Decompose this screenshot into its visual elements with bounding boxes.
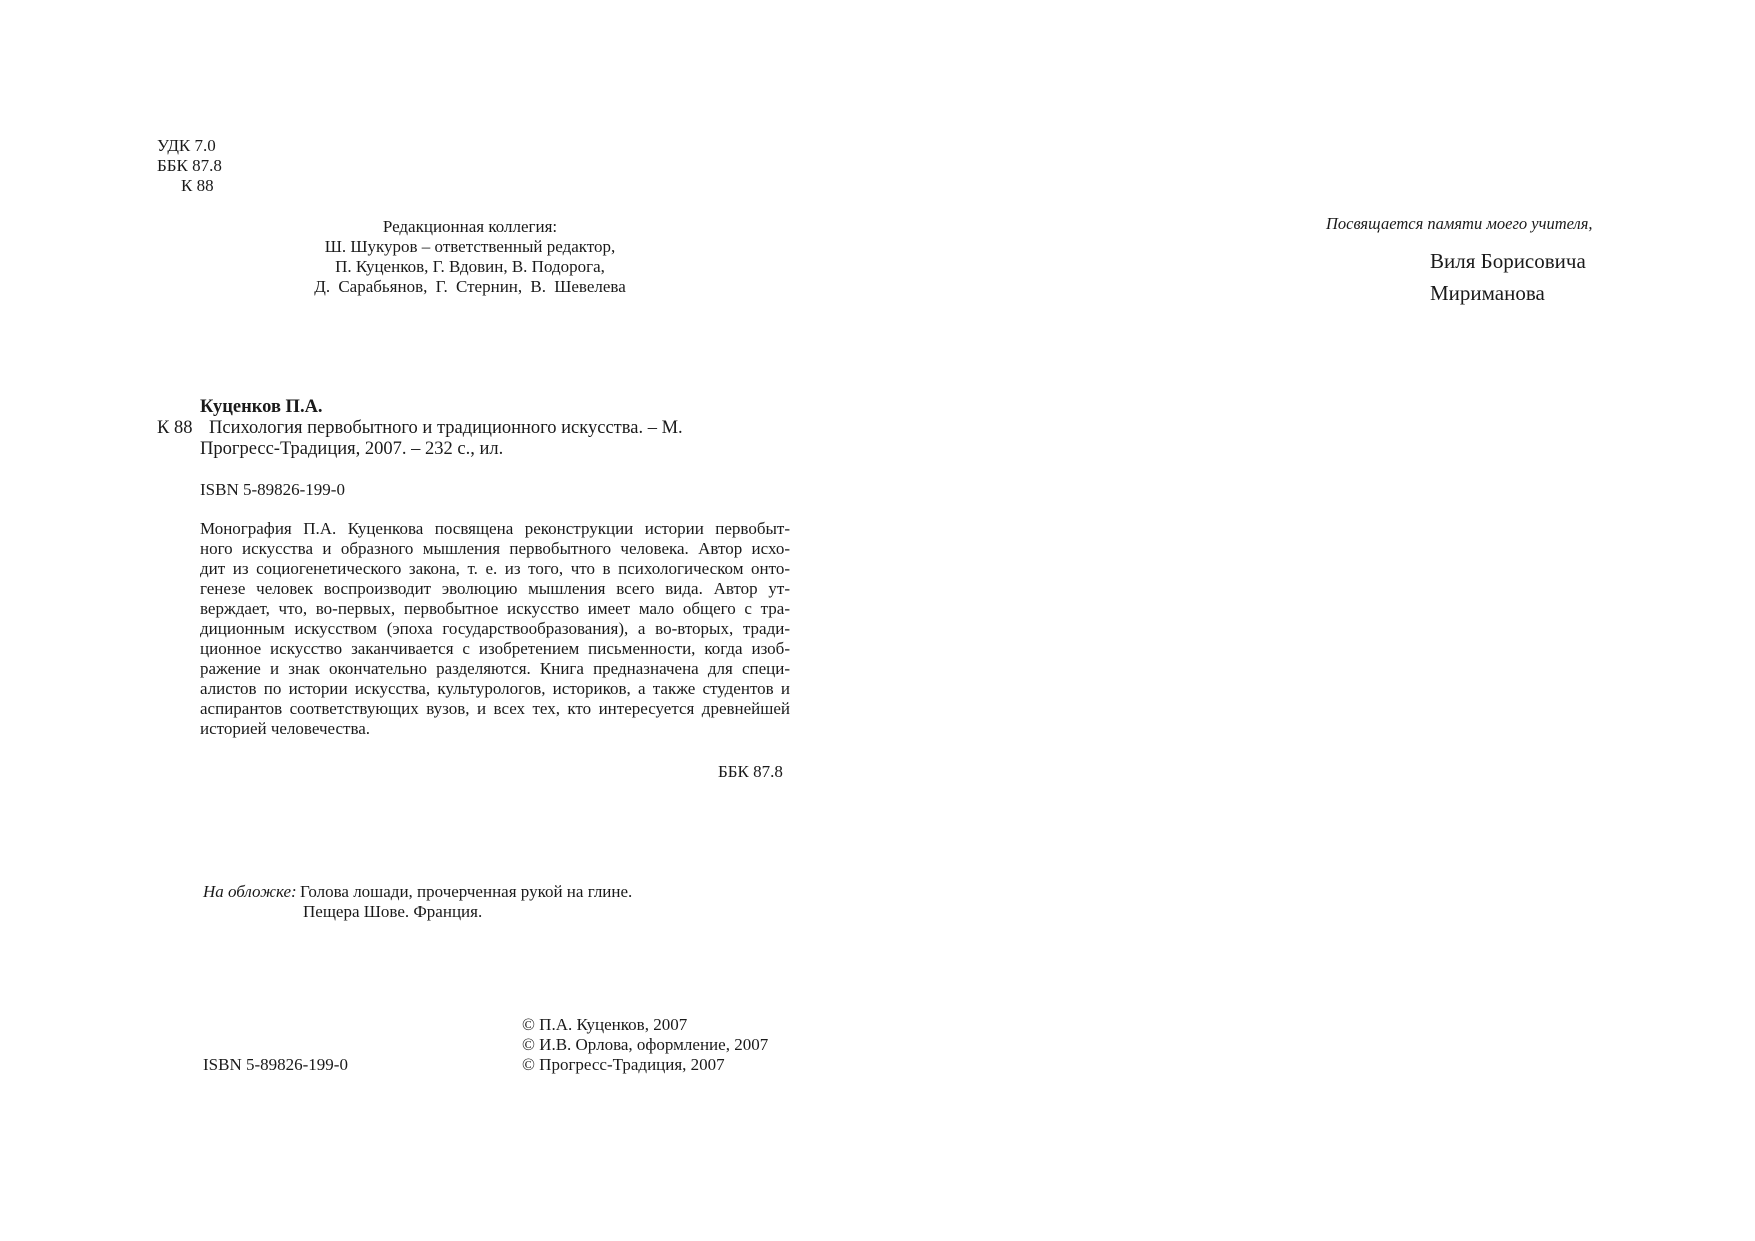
cover-caption-line: Голова лошади, прочерченная рукой на глине. <box>300 882 633 901</box>
copyright-line: © П.А. Куценков, 2007 <box>522 1015 688 1034</box>
copyright-block <box>522 1015 768 1075</box>
copyright-line: © И.В. Орлова, оформление, 2007 <box>522 1035 769 1054</box>
abstract-line: историей человечества. <box>200 719 371 738</box>
dedication-name <box>1430 245 1586 309</box>
abstract-line: генезе человек воспроизводит эволюцию мышления всего вида. Автор ут- <box>200 579 790 598</box>
cover-label: На обложке: <box>203 882 297 901</box>
bbk-code: ББК 87.8 <box>157 156 222 175</box>
cover-caption-line: Пещера Шове. Франция. <box>303 902 483 921</box>
book-title-line: Психология первобытного и традиционного искусства. – М. <box>209 418 683 438</box>
abstract-line: ционное искусство заканчивается с изобретением письменности, когда изоб- <box>200 639 790 658</box>
entry-isbn: ISBN 5-89826-199-0 <box>200 480 345 499</box>
classification-codes <box>157 136 222 196</box>
book-imprint-line: Прогресс-Традиция, 2007. – 232 с., ил. <box>200 439 504 459</box>
editorial-board-line: П. Куценков, Г. Вдовин, В. Подорога, <box>335 257 605 276</box>
dedication-line: Посвящается памяти моего учителя, <box>1326 214 1593 233</box>
dedication-name-line: Виля Борисовича <box>1430 249 1586 273</box>
editorial-board-line: Д. Сарабьянов, Г. Стернин, В. Шевелева <box>314 277 626 296</box>
abstract-line: дит из социогенетического закона, т. е. из того, что в психологическом онто- <box>200 559 790 578</box>
abstract-line: аспирантов соответствующих вузов, и всех тех, кто интересуется древнейшей <box>200 699 790 718</box>
editorial-board-line: Ш. Шукуров – ответственный редактор, <box>324 237 616 256</box>
copyright-line: © Прогресс-Традиция, 2007 <box>522 1055 725 1074</box>
editorial-board-heading: Редакционная коллегия: <box>382 217 558 236</box>
abstract-line: ного искусства и образного мышления первобытного человека. Автор исхо- <box>200 539 790 558</box>
abstract-bbk: ББК 87.8 <box>718 762 783 781</box>
abstract-line: ражение и знак окончательно разделяются. Книга предназначена для специ- <box>200 659 790 678</box>
editorial-board <box>300 217 640 297</box>
dedication-name-line: Мириманова <box>1430 281 1545 305</box>
abstract-line: диционным искусством (эпоха государствообразования), а во-вторых, тради- <box>200 619 790 638</box>
footer-isbn: ISBN 5-89826-199-0 <box>203 1055 348 1074</box>
abstract-line: верждает, что, во-первых, первобытное искусство имеет мало общего с тра- <box>200 599 790 618</box>
author-heading: Куценков П.А. <box>200 397 323 417</box>
author-mark: К 88 <box>181 176 214 195</box>
entry-code: К 88 <box>157 418 193 438</box>
abstract-line: алистов по истории искусства, культурологов, историков, а также студентов и <box>200 679 790 698</box>
abstract-line: Монография П.А. Куценкова посвящена реконструкции истории первобыт- <box>200 519 790 538</box>
udk-code: УДК 7.0 <box>157 136 216 155</box>
abstract <box>200 519 790 739</box>
